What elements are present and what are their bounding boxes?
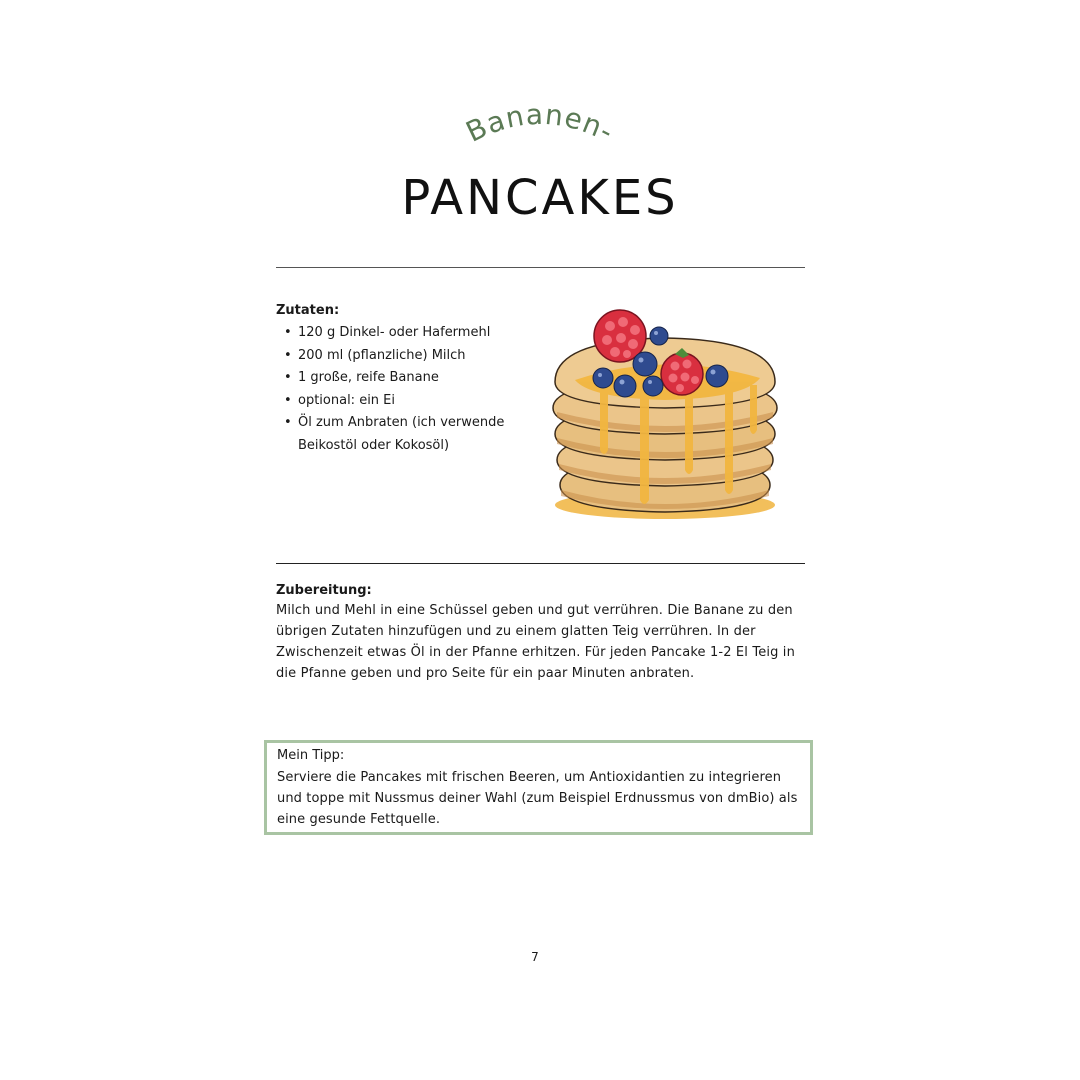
ingredients-list [284,322,524,457]
svg-text:Bananen-: Bananen- [460,97,620,149]
recipe-title: PANCAKES [401,170,679,226]
preparation-heading: Zubereitung: [276,583,372,598]
tip-text: Serviere die Pancakes mit frischen Beeren, um Antioxidantien zu integrieren und toppe mit Nussmus deiner Wahl (zum Beispiel Erdnussmus von dmBio) als eine gesunde Fettquelle. [277,770,798,827]
pancake-stack-illustration [545,300,785,528]
recipe-subtitle [430,88,650,168]
page-number: 7 [531,950,539,964]
ingredient-item: • 1 große, reife Banane [284,367,524,390]
ingredient-item: • Öl zum Anbraten (ich verwende Beikostöl oder Kokosöl) [284,412,524,457]
ingredients-heading: Zutaten: [276,303,340,318]
ingredient-item: • optional: ein Ei [284,390,524,413]
ingredient-item: • 200 ml (pflanzliche) Milch [284,345,524,368]
preparation-text: Milch und Mehl in eine Schüssel geben und gut verrühren. Die Banane zu den übrigen Zutaten hinzufügen und zu einem glatten Teig verrühren. In der Zwischenzeit etwas Öl in der Pfanne erhitzen. Für jeden Pancake 1-2 El Teig in die Pfanne geben und pro Seite für ein paar Minuten anbraten. [276,603,795,681]
tip-title: Mein Tipp: [277,748,345,763]
divider-top [276,267,805,268]
ingredient-item: • 120 g Dinkel- oder Hafermehl [284,322,524,345]
divider-middle [276,563,805,564]
